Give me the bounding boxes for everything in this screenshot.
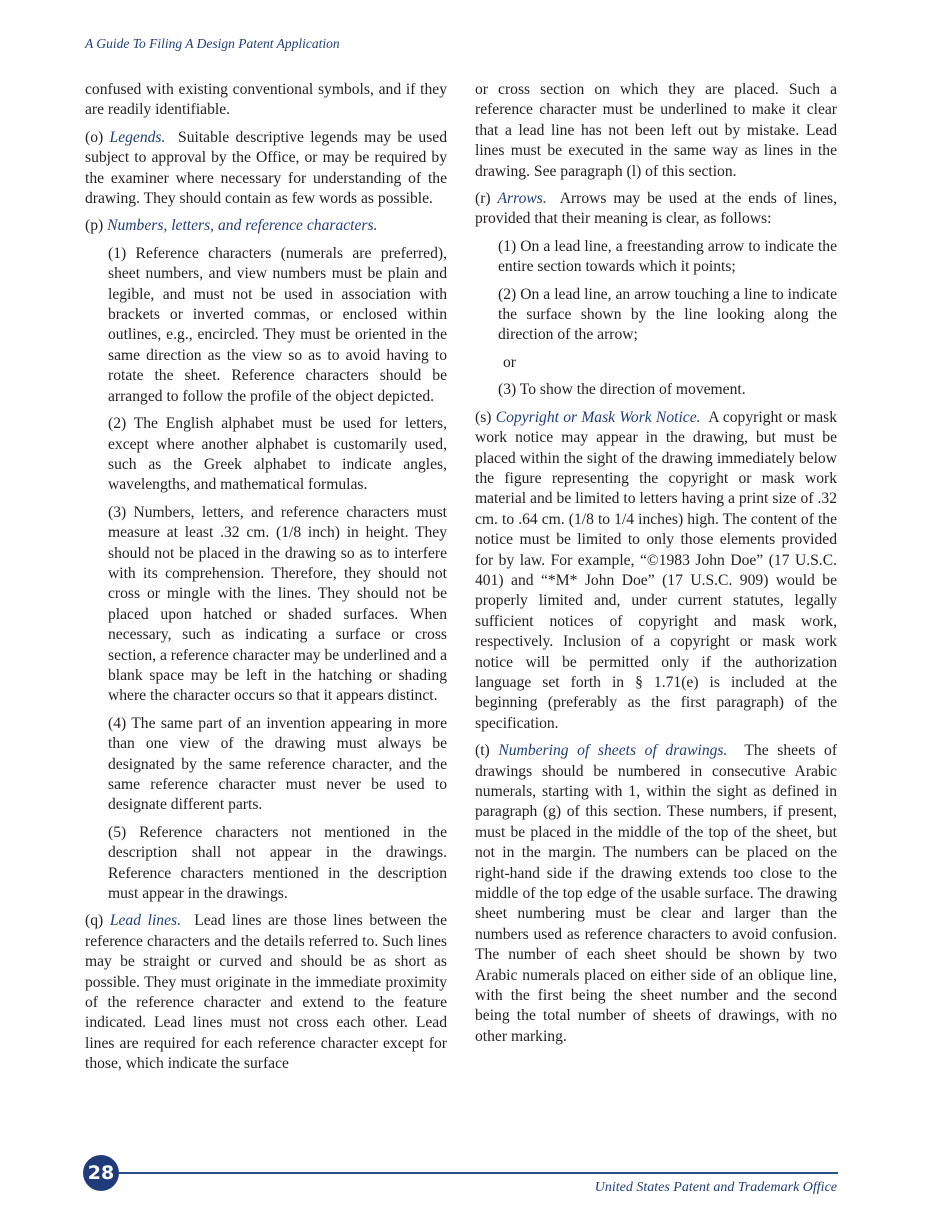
section-r-item-2: (2) On a lead line, an arrow touching a line to indicate the surface shown by the line looking along the direction of the arrow; xyxy=(498,285,837,344)
section-p-item-3: (3) Numbers, letters, and reference characters must measure at least .32 cm. (1/8 inch) in height. They should not be placed in the drawing so as to interfere with its comprehension. Therefore, they should not cross or mingle with the lines. They should not be placed upon hatched or shaded surfaces. When necessary, such as indicating a surface or cross section, a reference character may be underlined and a blank space may be left in the hatching or shading where the character occurs so that it appears distinct. xyxy=(108,503,447,705)
footer-rule xyxy=(100,1172,838,1174)
right-column xyxy=(475,80,837,1054)
section-heading: Numbering of sheets of drawings. xyxy=(498,742,728,760)
left-column xyxy=(85,80,447,1082)
section-p-item-1: (1) Reference characters (numerals are preferred), sheet numbers, and view numbers must be plain and legible, and must not be used in association with brackets or inverted commas, or enclosed within outlines, e.g., encircled. They must be oriented in the same direction as the view so as to avoid having to rotate the sheet. Reference characters should be arranged to follow the profile of the object depicted. xyxy=(108,244,447,405)
running-header: A Guide To Filing A Design Patent Application xyxy=(85,36,340,51)
section-o-legends: (o) Legends. Suitable descriptive legends may be used subject to approval by the Office, or may be required by the examiner where necessary for understanding of the drawing. They should contain as few words as possible. xyxy=(85,128,447,208)
section-p-item-4: (4) The same part of an invention appearing in more than one view of the drawing must always be designated by the same reference character, and the same reference character must never be used to designate different parts. xyxy=(108,714,447,814)
section-r-item-1: (1) On a lead line, a freestanding arrow to indicate the entire section towards which it points; xyxy=(498,237,837,276)
section-p-item-2: (2) The English alphabet must be used for letters, except where another alphabet is customarily used, such as the Greek alphabet to indicate angles, wavelengths, and mathematical formulas. xyxy=(108,415,447,494)
section-t-numbering: (t) Numbering of sheets of drawings. The sheets of drawings should be numbered in consecutive Arabic numerals, starting with 1, within the sight as defined in paragraph (g) of this section. These numbers, if present, must be placed in the middle of the top of the sheet, but not in the margin. The numbers can be placed on the right-hand side if the drawing extends too close to the middle of the top edge of the usable surface. The drawing sheet numbering must be clear and larger than the numbers used as reference characters to avoid confusion. The number of each sheet should be shown by two Arabic numerals placed on either side of an oblique line, with the first being the sheet number and the second being the total number of sheets of drawings, with no other marking. xyxy=(475,742,838,1045)
footer-organization: United States Patent and Trademark Office xyxy=(594,1180,837,1195)
section-r-or: or xyxy=(503,353,516,371)
section-heading: Legends. xyxy=(109,128,166,146)
section-p-item-5: (5) Reference characters not mentioned in the description shall not appear in the drawings. Reference characters mentioned in the description must appear in the drawings. xyxy=(108,823,447,903)
section-q-continuation: or cross section on which they are placed. Such a reference character must be underlined to make it clear that a lead line has not been left out by mistake. Lead lines must be executed in the same way as lines in the drawing. See paragraph (l) of this section. xyxy=(475,81,837,180)
page-number-badge: 28 xyxy=(83,1155,119,1191)
section-heading: Copyright or Mask Work Notice. xyxy=(495,408,701,426)
section-p-heading: (p) Numbers, letters, and reference characters. xyxy=(85,217,378,235)
paragraph-continuation: confused with existing conventional symbols, and if they are readily identifiable. xyxy=(85,81,447,119)
section-s-copyright: (s) Copyright or Mask Work Notice. A copyright or mask work notice may appear in the drawing, but must be placed within the sight of the drawing immediately below the figure representing the copyright or mask work material and be limited to letters having a print size of .32 cm. to .64 cm. (1/8 to 1/4 inches) high. The content of the notice must be limited to only those elements provided for by law. For example, “©1983 John Doe” (17 U.S.C. 401) and “*M* John Doe” (17 U.S.C. 909) would be properly limited and, under current statutes, legally sufficient notices of copyright and mask work, respectively. Inclusion of a copyright or mask work notice will be permitted only if the authorization language set forth in § 1.71(e) is included at the beginning (preferably as the first paragraph) of the specification. xyxy=(475,408,837,732)
section-r-item-3: (3) To show the direction of movement. xyxy=(498,381,746,399)
section-heading: Lead lines. xyxy=(109,912,181,930)
section-q-lead-lines: (q) Lead lines. Lead lines are those lines between the reference characters and the details referred to. Such lines may be straight or curved and should be as short as possible. They must originate in the immediate proximity of the reference character and extend to the feature indicated. Lead lines must not cross each other. Lead lines are required for each reference character except for those, which indicate the surface xyxy=(85,912,447,1073)
section-heading: Arrows. xyxy=(497,190,547,208)
section-r-arrows: (r) Arrows. Arrows may be used at the ends of lines, provided that their meaning is clear, as follows: xyxy=(475,190,838,228)
section-heading: Numbers, letters, and reference characters. xyxy=(107,217,378,235)
